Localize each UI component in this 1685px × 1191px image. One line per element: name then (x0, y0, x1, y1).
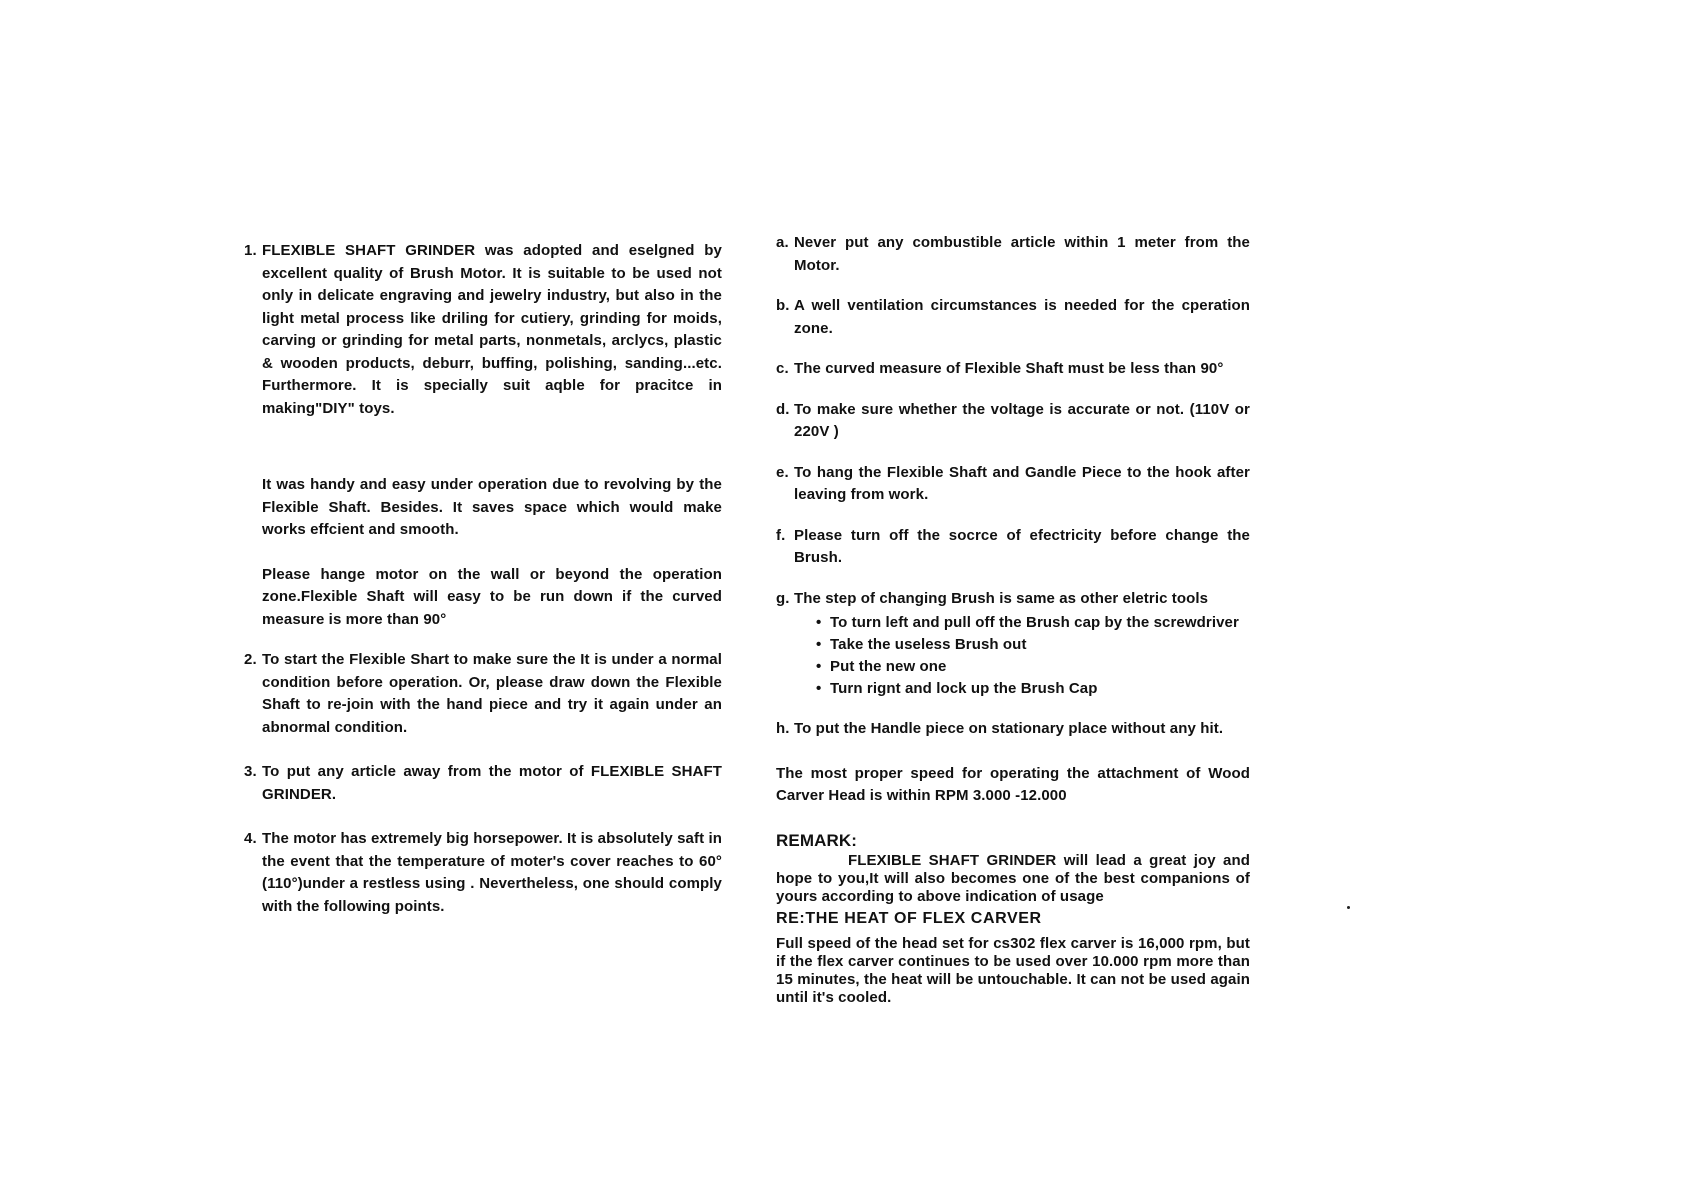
brush-step-text: Put the new one (830, 658, 947, 675)
speed-note: The most proper speed for operating the attachment of Wood Carver Head is within RPM 3.000 -12.000 (776, 764, 1250, 804)
item-number: 1. (244, 242, 257, 259)
instruction-item-2 (244, 649, 722, 739)
item-text: FLEXIBLE SHAFT GRINDER was adopted and eselgned by excellent quality of Brush Motor. It is suitable to be used not only in delicate engraving and jewelry industry, but also in the light metal process like driling for cutiery, grinding for moids, carving or grinding for metal parts, nonmetals, arclycs, plastic & wooden products, deburr, buffing, polishing, sanding...etc. Furthermore. It is specially suit aqble for pracitce in making"DIY" toys. (262, 242, 722, 417)
point-b (776, 295, 1250, 340)
bullet-marker: • (816, 658, 822, 675)
item-text: To start the Flexible Shart to make sure the It is under a normal condition before operation. Or, please draw down the Flexible Shaft to re-join with the hand piece and try it again under an abnormal condition. (262, 651, 722, 736)
item-text: Please turn off the socrce of efectricity before change the Brush. (794, 526, 1250, 566)
point-h (776, 718, 1250, 741)
item-text: Never put any combustible article within 1 meter from the Motor. (794, 234, 1250, 274)
left-column (244, 240, 722, 918)
item-number: b. (776, 297, 790, 314)
point-f (776, 525, 1250, 570)
scan-speck (1347, 906, 1350, 909)
brush-step (816, 612, 1250, 634)
item-text: To hang the Flexible Shaft and Gandle Piece to the hook after leaving from work. (794, 463, 1250, 503)
bullet-marker: • (816, 680, 822, 697)
item-number: 4. (244, 830, 257, 847)
bullet-marker: • (816, 614, 822, 631)
point-a (776, 232, 1250, 277)
item-number: e. (776, 463, 789, 481)
item-text: To make sure whether the voltage is accurate or not. (110V or 220V ) (794, 400, 1250, 440)
bullet-marker: • (816, 636, 822, 653)
item-text: The motor has extremely big horsepower. It is absolutely saft in the event that the temperature of moter's cover reaches to 60°(110°)under a restless using . Nevertheless, one should comply with the following points. (262, 830, 722, 915)
item-text: To put the Handle piece on stationary place without any hit. (794, 720, 1224, 737)
instruction-item-4 (244, 828, 722, 918)
point-e (776, 462, 1250, 507)
brush-step (816, 678, 1250, 700)
brush-step-text: To turn left and pull off the Brush cap by the screwdriver (830, 614, 1239, 631)
brush-step-text: Take the useless Brush out (830, 636, 1027, 653)
remark-text: FLEXIBLE SHAFT GRINDER will lead a great joy and hope to you,It will also becomes one of the best companions of yours according to above indication of usage (776, 852, 1250, 905)
brush-step (816, 656, 1250, 678)
brush-steps-list (794, 612, 1250, 700)
point-g (776, 588, 1250, 701)
brush-step (816, 634, 1250, 656)
point-c (776, 358, 1250, 381)
remark-heading: REMARK: (776, 830, 857, 850)
handy-paragraph: It was handy and easy under operation due to revolving by the Flexible Shaft. Besides. It saves space which would make works effcient and smooth. (262, 476, 722, 538)
hang-motor-paragraph: Please hange motor on the wall or beyond the operation zone.Flexible Shaft will easy to be run down if the curved measure is more than 90° (262, 565, 722, 628)
item-number: h. (776, 720, 790, 737)
item-text: The step of changing Brush is same as other eletric tools (794, 589, 1209, 607)
brush-step-text: Turn rignt and lock up the Brush Cap (830, 680, 1098, 697)
item-number: c. (776, 360, 789, 377)
instruction-item-1 (244, 240, 722, 420)
item-number: 3. (244, 763, 257, 780)
point-d (776, 399, 1250, 444)
item-text: To put any article away from the motor of FLEXIBLE SHAFT GRINDER. (262, 763, 722, 803)
item-number: g. (776, 589, 790, 607)
item-text: A well ventilation circumstances is needed for the cperation zone. (794, 297, 1250, 337)
item-number: a. (776, 234, 789, 251)
item-number: d. (776, 400, 790, 418)
item-number: 2. (244, 651, 257, 668)
item-text: The curved measure of Flexible Shaft must be less than 90° (794, 360, 1224, 377)
heat-text: Full speed of the head set for cs302 flex carver is 16,000 rpm, but if the flex carver continues to be used over 10.000 rpm more than 15 minutes, the heat will be untouchable. It can not be used again until it's cooled. (776, 934, 1250, 1006)
instruction-item-3 (244, 761, 722, 806)
item-number: f. (776, 526, 786, 544)
right-column (776, 232, 1250, 1007)
heat-heading: RE:THE HEAT OF FLEX CARVER (776, 910, 1042, 927)
